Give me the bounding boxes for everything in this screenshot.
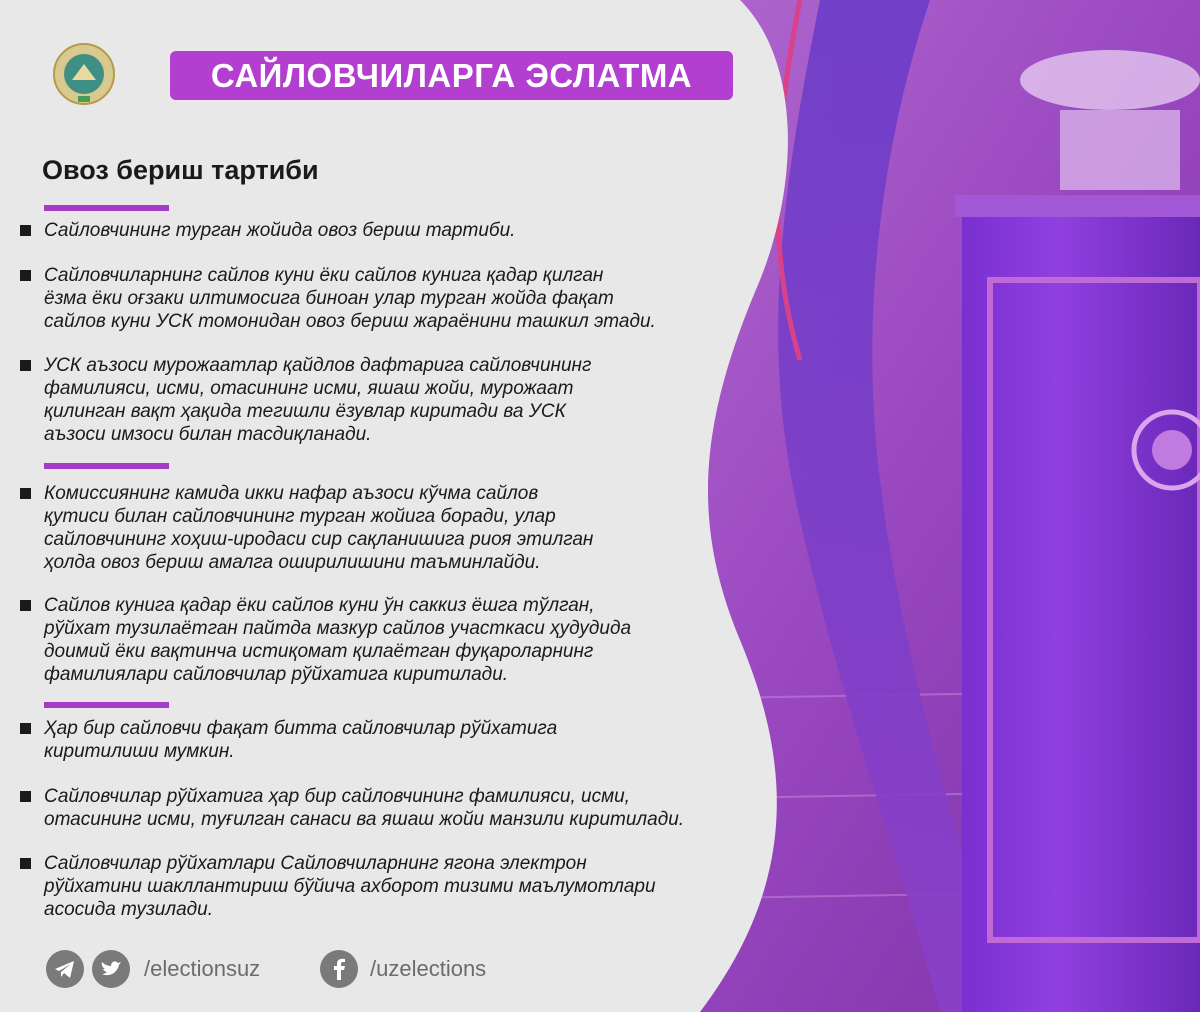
twitter-telegram-handle[interactable]: /electionsuz [144,956,261,981]
commission-logo [42,40,126,110]
bullet-square-icon [20,600,31,611]
election-commission-emblem-icon [42,40,126,110]
twitter-icon[interactable] [92,950,130,988]
list-item-text: Сайловчилар рўйхатлари Сайловчиларнинг ягона электрон рўйхатини шакллантириш бўйича ахборот тизими маълумотлари асосида тузилади. [44,853,656,920]
facebook-handle[interactable]: /uzelections [370,956,487,981]
list-item-text: Сайлов кунига қадар ёки сайлов куни ўн саккиз ёшга тўлган, рўйхат тузилаётган пайтда мазкур сайлов участкаси ҳудудида доимий ёки вақтинча истиқомат қилаётган фуқароларнинг фамилиялари сайловчилар рўйхатига киритилади. [44,595,632,685]
list-item [20,219,760,242]
list-item [20,717,760,763]
list-item-text: УСК аъзоси мурожаатлар қайдлов дафтарига сайловчининг фамилияси, исми, отасининг исми, яшаш жойи, мурожаат қилинган вақт ҳақида тегишли ёзувлар киритади ва УСК аъзоси имзоси билан тасдиқланади. [44,355,592,445]
list-item-text: Ҳар бир сайловчи фақат битта сайловчилар рўйхатига киритилиши мумкин. [44,718,558,762]
reminder-banner: САЙЛОВЧИЛАРГА ЭСЛАТМА [170,51,733,100]
list-item-text: Комиссиянинг камида икки нафар аъзоси кўчма сайлов қутиси билан сайловчининг турган жойига боради, улар сайловчининг хоҳиш-иродаси сир сақланишига риоя этилган ҳолда овоз бериш амалга оширилишини таъминлайди. [44,483,594,573]
bullet-square-icon [20,488,31,499]
list-item [20,482,760,574]
section-title: Овоз бериш тартиби [42,155,319,185]
list-item [20,354,760,446]
facebook-icon[interactable] [320,950,358,988]
list-item [20,852,760,921]
bullet-square-icon [20,723,31,734]
bullet-square-icon [20,225,31,236]
telegram-icon[interactable] [46,950,84,988]
bullet-square-icon [20,858,31,869]
bullet-square-icon [20,791,31,802]
divider [44,205,169,211]
list-item [20,264,760,333]
list-item-text: Сайловчининг турган жойида овоз бериш тартиби. [44,220,516,241]
divider [44,702,169,708]
list-item [20,785,760,831]
list-item [20,594,760,686]
list-item-text: Сайловчиларнинг сайлов куни ёки сайлов кунига қадар қилган ёзма ёки оғзаки илтимосига биноан улар турган жойда фақат сайлов куни УСК томонидан овоз бериш жараёнини ташкил этади. [44,265,656,332]
bullet-square-icon [20,270,31,281]
list-item-text: Сайловчилар рўйхатига ҳар бир сайловчининг фамилияси, исми, отасининг исми, туғилган санаси ва яшаш жойи манзили киритилади. [44,786,685,830]
divider [44,463,169,469]
bullet-square-icon [20,360,31,371]
